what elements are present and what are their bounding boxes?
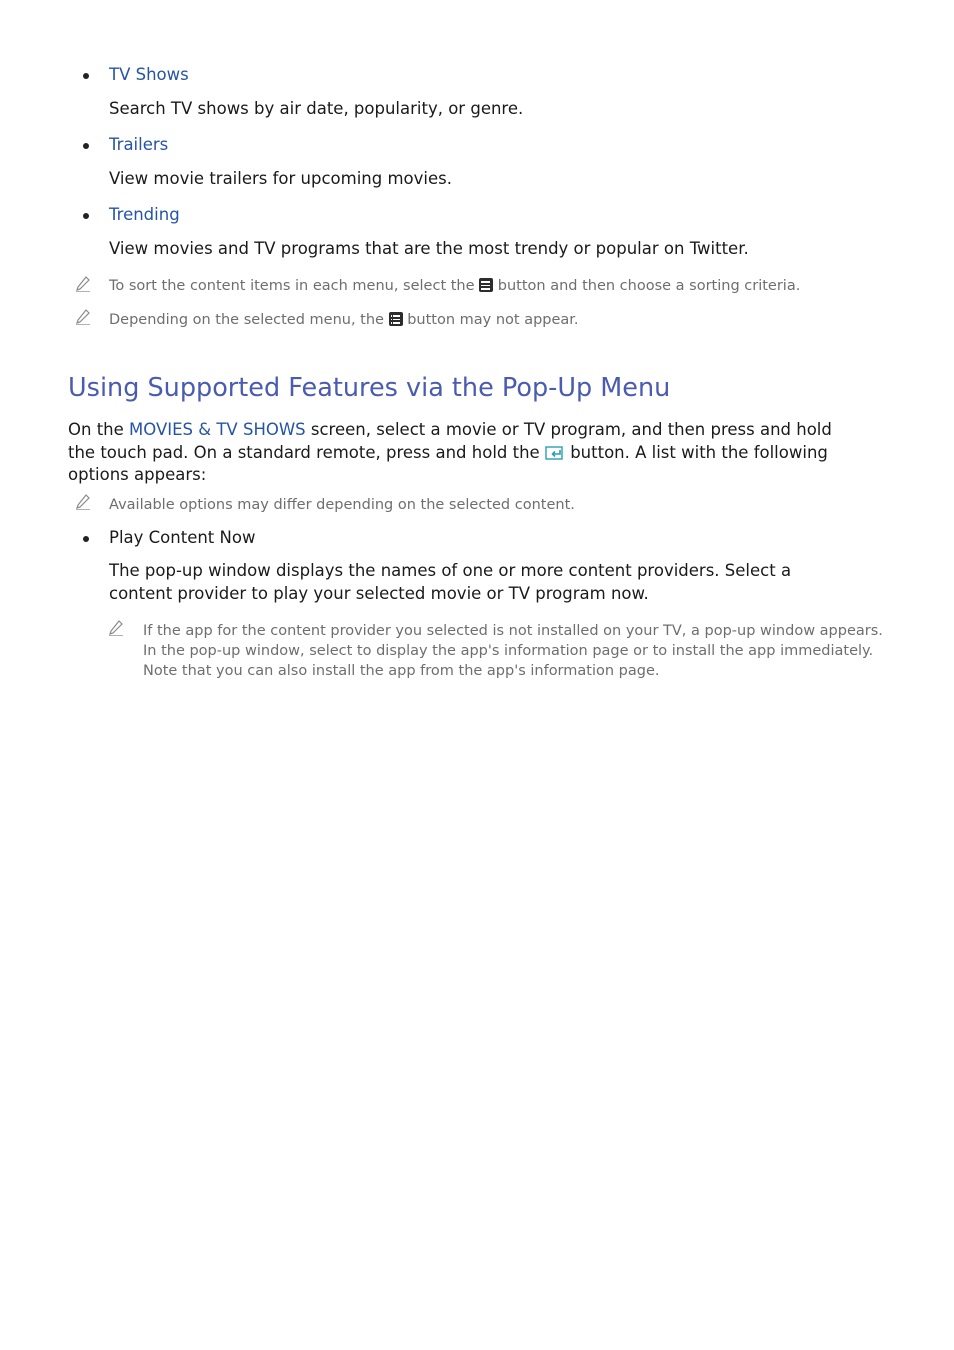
item-desc-tv-shows: Search TV shows by air date, popularity, or genre.	[109, 99, 524, 118]
item-desc-trailers: View movie trailers for upcoming movies.	[109, 169, 452, 188]
menu-list-icon	[389, 312, 403, 326]
item-desc-play-content-now: The pop-up window displays the names of one or more content providers. Select a content provider to play your selected movie or TV program now.	[109, 561, 792, 603]
bullet-dot	[83, 73, 89, 79]
movies-tv-shows-keyword: MOVIES & TV SHOWS	[129, 420, 306, 439]
section-heading: Using Supported Features via the Pop-Up Menu	[68, 373, 671, 403]
bullet-dot	[83, 536, 89, 542]
pencil-note-icon	[75, 309, 91, 325]
item-title-trending: Trending	[109, 205, 180, 224]
section-intro	[68, 419, 858, 487]
intro-text-1: On the	[68, 420, 130, 439]
note-available-options: Available options may differ depending on the selected content.	[109, 497, 575, 513]
enter-return-icon	[545, 445, 565, 461]
note-sort-text-before: To sort the content items in each menu, select the	[109, 278, 475, 294]
bullet-dot	[83, 143, 89, 149]
pencil-note-icon	[75, 276, 91, 292]
bullet-dot	[83, 213, 89, 219]
intro-text-2: screen, select a movie or TV program, and then press and hold the touch pad. On a standard remote, press and hold the	[68, 420, 832, 462]
note-menu-text-before: Depending on the selected menu, the	[109, 312, 384, 328]
note-menu-text-after: button may not appear.	[407, 312, 579, 328]
item-title-trailers: Trailers	[109, 135, 169, 154]
pencil-note-icon	[75, 494, 91, 510]
note-sort	[109, 276, 800, 296]
item-title-play-content-now: Play Content Now	[109, 528, 256, 547]
pencil-note-icon	[108, 620, 124, 636]
note-app-not-installed: If the app for the content provider you selected is not installed on your TV, a pop-up window appears. In the pop-up window, select to display the app's information page or to install the app immediately. Note that you can also install the app from the app's information page.	[143, 623, 883, 679]
intro-text-3: button. A list with the following options appears:	[68, 442, 828, 484]
menu-list-icon	[479, 278, 493, 292]
note-sort-text-after: button and then choose a sorting criteria.	[497, 278, 801, 294]
item-desc-trending: View movies and TV programs that are the most trendy or popular on Twitter.	[109, 239, 749, 258]
item-title-tv-shows: TV Shows	[109, 65, 189, 84]
note-menu-dependency	[109, 310, 579, 330]
